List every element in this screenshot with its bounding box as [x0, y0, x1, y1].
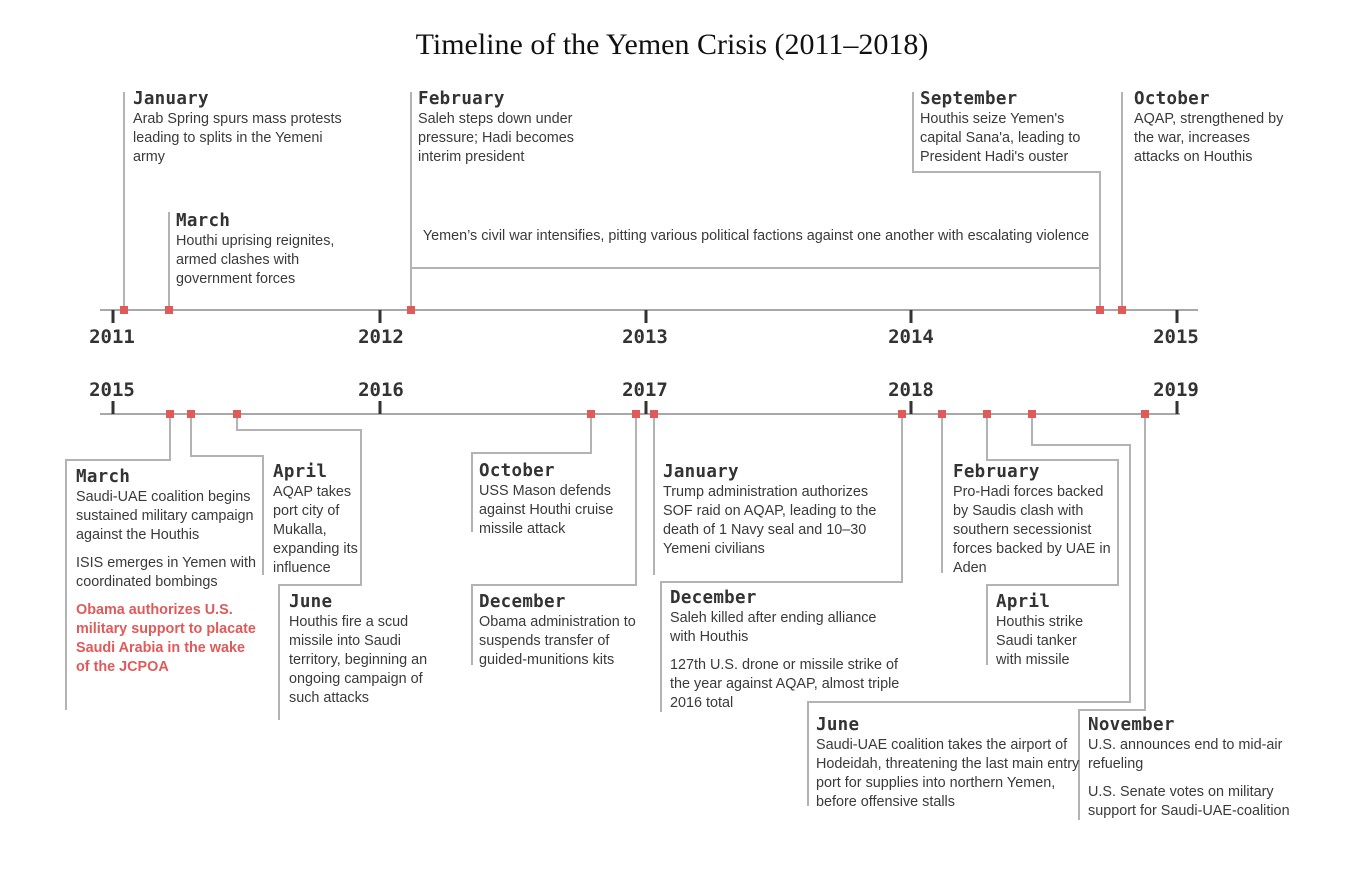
bottom-year-label: 2017 — [622, 379, 668, 401]
event-month: June — [289, 592, 333, 612]
event-month: February — [418, 89, 505, 109]
marker-dec-2016 — [632, 410, 640, 418]
event-jun-2015 — [289, 591, 429, 708]
highlighted-event-text: Obama authorizes U.S. military support to placate Saudi Arabia in the wake of the JCPOA — [76, 602, 256, 675]
event-nov-2018 — [1088, 714, 1303, 821]
event-mar-2015 — [76, 466, 256, 677]
event-month: December — [670, 588, 757, 608]
civil-war-span-note: Yemen’s civil war intensifies, pitting various political factions against one another with escalating violence — [422, 228, 1090, 244]
event-mar-2011 — [176, 210, 376, 289]
marker-apr-2015 — [187, 410, 195, 418]
event-text: Saleh killed after ending alliance with Houthis — [670, 610, 877, 645]
event-month: October — [479, 461, 555, 481]
marker-apr-2018 — [983, 410, 991, 418]
bottom-year-ticks — [113, 401, 1177, 414]
marker-oct-2016 — [587, 410, 595, 418]
marker-oct-2014 — [1118, 306, 1126, 314]
event-text: Saleh steps down under pressure; Hadi becomes interim president — [418, 111, 574, 165]
event-text: Trump administration authorizes SOF raid on AQAP, leading to the death of 1 Navy seal and 10–30 Yemeni civilians — [663, 484, 877, 557]
event-dec-2016 — [479, 591, 644, 670]
event-oct-2014 — [1134, 88, 1299, 167]
event-month: April — [996, 592, 1051, 612]
event-text: Houthis strike Saudi tanker with missile — [996, 614, 1084, 668]
marker-mar-2011 — [165, 306, 173, 314]
marker-feb-2018 — [938, 410, 946, 418]
top-year-label: 2014 — [888, 326, 934, 348]
event-text: Saudi-UAE coalition takes the airport of Hodeidah, threatening the last main entry port for supplies into northern Yemen, before offensive stalls — [816, 737, 1080, 810]
event-text: ISIS emerges in Yemen with coordinated bombings — [76, 555, 256, 590]
bottom-year-label: 2019 — [1153, 379, 1199, 401]
event-text: Obama administration to suspends transfer of guided-munitions kits — [479, 614, 636, 668]
top-year-label: 2015 — [1153, 326, 1199, 348]
event-apr-2018 — [996, 591, 1101, 670]
event-text: Pro-Hadi forces backed by Saudis clash with southern secessionist forces backed by UAE in Aden — [953, 484, 1111, 576]
event-month: February — [953, 462, 1040, 482]
marker-dec-2017 — [898, 410, 906, 418]
event-oct-2016 — [479, 460, 639, 539]
event-dec-2017 — [670, 587, 900, 713]
event-jan-2017 — [663, 461, 878, 559]
event-month: December — [479, 592, 566, 612]
event-apr-2015 — [273, 461, 363, 578]
event-text: USS Mason defends against Houthi cruise missile attack — [479, 483, 614, 537]
top-year-label: 2012 — [358, 326, 404, 348]
event-month: November — [1088, 715, 1175, 735]
marker-jan-2011 — [120, 306, 128, 314]
event-month: June — [816, 715, 860, 735]
marker-mar-2015 — [166, 410, 174, 418]
event-month: March — [176, 211, 231, 231]
event-month: April — [273, 462, 328, 482]
top-year-label: 2011 — [89, 326, 135, 348]
event-text: Houthis fire a scud missile into Saudi territory, beginning an ongoing campaign of such attacks — [289, 614, 428, 706]
marker-feb-2012 — [407, 306, 415, 314]
bottom-year-label: 2015 — [89, 379, 135, 401]
event-text: Houthi uprising reignites, armed clashes with government forces — [176, 233, 335, 287]
event-month: September — [920, 89, 1018, 109]
bottom-year-label: 2016 — [358, 379, 404, 401]
event-month: March — [76, 467, 131, 487]
top-year-label: 2013 — [622, 326, 668, 348]
event-month: January — [663, 462, 739, 482]
event-text: Saudi-UAE coalition begins sustained military campaign against the Houthis — [76, 489, 254, 543]
marker-nov-2018 — [1141, 410, 1149, 418]
event-sep-2014 — [920, 88, 1105, 167]
event-month: October — [1134, 89, 1210, 109]
event-text: Houthis seize Yemen's capital Sana'a, leading to President Hadi's ouster — [920, 111, 1081, 165]
marker-jun-2018 — [1028, 410, 1036, 418]
event-text: Arab Spring spurs mass protests leading to splits in the Yemeni army — [133, 111, 342, 165]
event-text: 127th U.S. drone or missile strike of the year against AQAP, almost triple 2016 total — [670, 657, 900, 711]
marker-sep-2014 — [1096, 306, 1104, 314]
figure-title: Timeline of the Yemen Crisis (2011–2018) — [415, 28, 929, 61]
event-month: January — [133, 89, 209, 109]
event-text: AQAP, strengthened by the war, increases attacks on Houthis — [1134, 111, 1284, 165]
event-feb-2018 — [953, 461, 1118, 578]
bottom-year-label: 2018 — [888, 379, 934, 401]
event-text: U.S. announces end to mid-air refueling — [1088, 737, 1283, 772]
top-year-ticks — [113, 310, 1177, 323]
event-feb-2012 — [418, 88, 618, 167]
marker-jun-2015 — [233, 410, 241, 418]
event-jan-2011 — [133, 88, 343, 167]
event-text: U.S. Senate votes on military support for Saudi-UAE-coalition — [1088, 784, 1290, 819]
event-jun-2018 — [816, 714, 1081, 812]
event-text: AQAP takes port city of Mukalla, expanding its influence — [273, 484, 358, 576]
marker-jan-2017 — [650, 410, 658, 418]
